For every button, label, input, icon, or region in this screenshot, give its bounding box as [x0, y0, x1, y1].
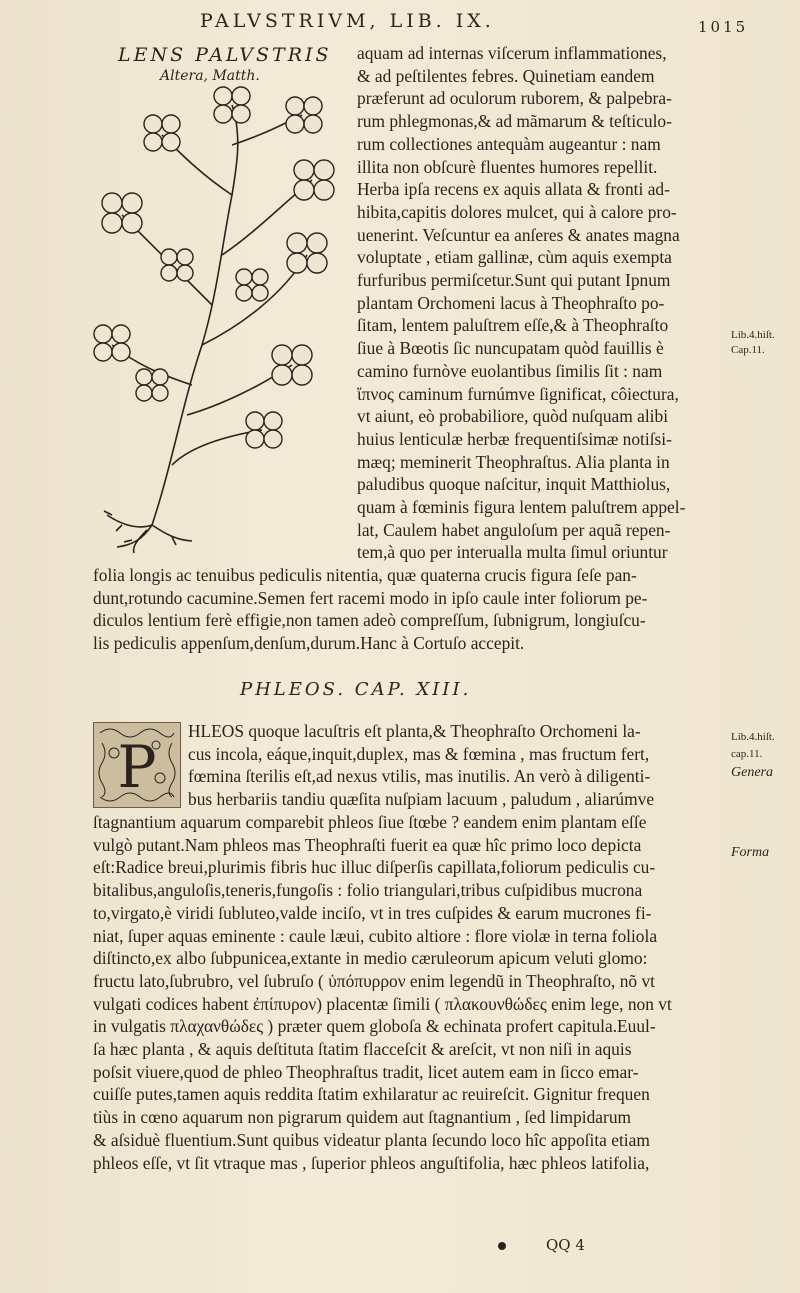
text-line: HLEOS quoque lacuſtris eſt planta,& Theophraſto Orchomeni la-: [188, 721, 641, 741]
ornamental-letter-p-icon: [94, 723, 180, 807]
text-line: ſiue à Bœotis ſic nuncupatam quòd fauillis è: [357, 338, 664, 359]
text-block-phleos: [93, 811, 723, 1174]
text-line: quam à fœminis figura lentem paluſtrem appel-: [357, 497, 686, 518]
svg-text:P: P: [117, 733, 157, 801]
text-line: ἴπνος caminum furnúmve ſignificat, côiectura,: [357, 383, 679, 404]
clover-plant-drawing: [92, 85, 352, 555]
text-line: vulgati codices habent ἐπίπυρον) placentæ ſimili ( πλακουνθώδες enim lege, non vt: [93, 993, 672, 1014]
text-line: diſtincto,ex albo ſubpunicea,extante in medio cæruleorum apicum veluti glomo:: [93, 948, 648, 969]
text-line: niat, ſuper aquas eminente : caule læui, cubito altiore : flore violæ in terna foliola: [93, 925, 658, 946]
text-line: hibita,capitis dolores mulcet, qui à calore pro-: [357, 201, 677, 222]
text-line: ſa hæc planta , & aquis deſtituta ſtatim flacceſcit & areſcit, vt non niſi in aquis: [93, 1039, 632, 1060]
margin-note-cap11: Cap.11.: [731, 344, 765, 356]
signature-text: QQ 4: [546, 1236, 585, 1254]
text-line: to,virgato,è viridi ſubluteo,valde inciſo, vt in tres cuſpides & earum mucrones fi-: [93, 902, 652, 923]
text-line: ſitam, lentem paluſtrem eſſe,& à Theophraſto: [357, 315, 669, 336]
text-line: Herba ipſa recens ex aquis allata & fronti ad-: [357, 179, 670, 200]
margin-note-lib4-hist-2: Lib.4.hiſt.: [731, 731, 775, 743]
text-line: & ad peſtilentes febres. Quinetiam eandem: [357, 65, 655, 86]
text-line: vulgò putant.Nam phleos mas Theophraſti fuerit ea quæ hîc primo loco depicta: [93, 834, 642, 855]
text-line: voluptate , etiam gallinæ, cùm aquis exempta: [357, 247, 672, 268]
text-line: aquam ad internas viſcerum inflammationes,: [357, 43, 667, 63]
chapter-heading: PHLEOS. CAP. XIII.: [240, 679, 472, 700]
text-line: furfuribus permiſcetur.Sunt qui putant Ipnum: [357, 270, 671, 291]
running-head: PALVSTRIVM, LIB. IX.: [200, 10, 495, 32]
text-block-lens-end: [93, 564, 723, 655]
text-line: bitalibus,anguloſis,teneris,fungoſis : folio triangulari,tribus cuſpidibus mucrona: [93, 880, 643, 901]
text-line: uenerint. Veſcuntur ea anſeres & anates magna: [357, 224, 680, 245]
text-column-right: [357, 42, 722, 564]
text-line: fructu lato,ſubrubro, vel ſubruſo ( ὑπόπυρρον enim legendũ in Theophraſto, nõ vt: [93, 970, 655, 991]
text-line: plantam Orchomeni lacus à Theophraſto po-: [357, 292, 665, 313]
text-line: lis pediculis appenſum,denſum,durum.Hanc à Cortuſo accepit.: [93, 633, 525, 654]
text-block-phleos-opening: [188, 720, 720, 811]
text-line: & aſsiduè fluentium.Sunt quibus videatur planta ſecundo loco hîc appoſita etiam: [93, 1129, 650, 1150]
margin-note-lib4-hist: Lib.4.hiſt.: [731, 329, 775, 341]
text-line: rum collectiones antequàm augeantur : nam: [357, 133, 661, 154]
text-line: tem,à quo per interualla multa ſimul oriuntur: [357, 542, 668, 563]
text-line: paludibus quoque naſcitur, inquit Matthiolus,: [357, 474, 671, 495]
plant-subtitle: Altera, Matth.: [160, 68, 260, 84]
text-line: lat, Caulem habet anguloſum per aquã repen-: [357, 519, 671, 540]
text-line: præferunt ad oculorum ruborem, & palpebra-: [357, 88, 672, 109]
decorated-initial-p: [93, 722, 181, 808]
text-line: bus herbariis tandiu quæſita nuſpiam lacuum , paludum , aliarúmve: [188, 789, 655, 810]
bullet-icon: [498, 1242, 506, 1250]
text-line: poſsit viuere,quod de phleo Theophraſtus tradit, licet autem eam in ſicco emar-: [93, 1061, 639, 1082]
page-number: 1015: [698, 18, 749, 36]
text-line: in vulgatis πλαχανθώδες ) præter quem globoſa & echinata profert capitula.Euul-: [93, 1016, 656, 1037]
text-line: cus incola, eáque,inquit,duplex, mas & fœmina , mas fructum fert,: [188, 743, 650, 764]
plant-title: LENS PALVSTRIS: [118, 44, 332, 66]
text-line: fœmina ſterilis eſt,ad nexus vtilis, mas inutilis. An verò à diligenti-: [188, 766, 651, 787]
text-line: mæq; meminerit Theophraſtus. Alia planta in: [357, 451, 670, 472]
text-line: huius lenticulæ herbæ frequentiſsimæ notiſsi-: [357, 428, 672, 449]
text-line: eſt:Radice breui,plurimis fibris huc illuc diſperſis capillata,foliorum pediculis cu-: [93, 857, 656, 878]
text-line: vt aiunt, eò probabiliore, quòd nuſquam alibi: [357, 406, 669, 427]
margin-note-genera: Genera: [731, 765, 773, 780]
text-line: cuiſſe putes,tamen aquis reddita ſtatim exhilaratur ac reuireſcit. Gignitur frequen: [93, 1084, 650, 1105]
text-line: camino furnòve euolantibus ſimilis ſit : nam: [357, 360, 663, 381]
margin-note-forma: Forma: [731, 845, 770, 860]
text-line: diculos lentium ferè effigie,non tamen adeò compreſſum, ſubnigrum, longiuſcu-: [93, 610, 646, 631]
text-line: tiùs in cœno aquarum non pigrarum quidem aut ſtagnantium , ſed limpidarum: [93, 1107, 632, 1128]
text-line: dunt,rotundo cacumine.Semen fert racemi modo in ipſo caule inter foliorum pe-: [93, 587, 648, 608]
text-line: rum phlegmonas,& ad mãmarum & teſticulo-: [357, 111, 672, 132]
signature-mark: [498, 1236, 585, 1254]
text-line: folia longis ac tenuibus pediculis nitentia, quæ quaterna crucis figura ſeſe pan-: [93, 565, 637, 585]
text-line: illita non obſcurè fluentes humores repellit.: [357, 156, 658, 177]
text-line: phleos eſſe, vt ſit vtraque mas , ſuperior phleos anguſtifolia, hæc phleos latifolia,: [93, 1152, 650, 1173]
margin-note-cap11-2: cap.11.: [731, 748, 763, 760]
text-line: ſtagnantium aquarum comparebit phleos ſiue ſtœbe ? eandem enim plantam eſſe: [93, 812, 647, 832]
plant-woodcut-illustration: [92, 85, 352, 555]
